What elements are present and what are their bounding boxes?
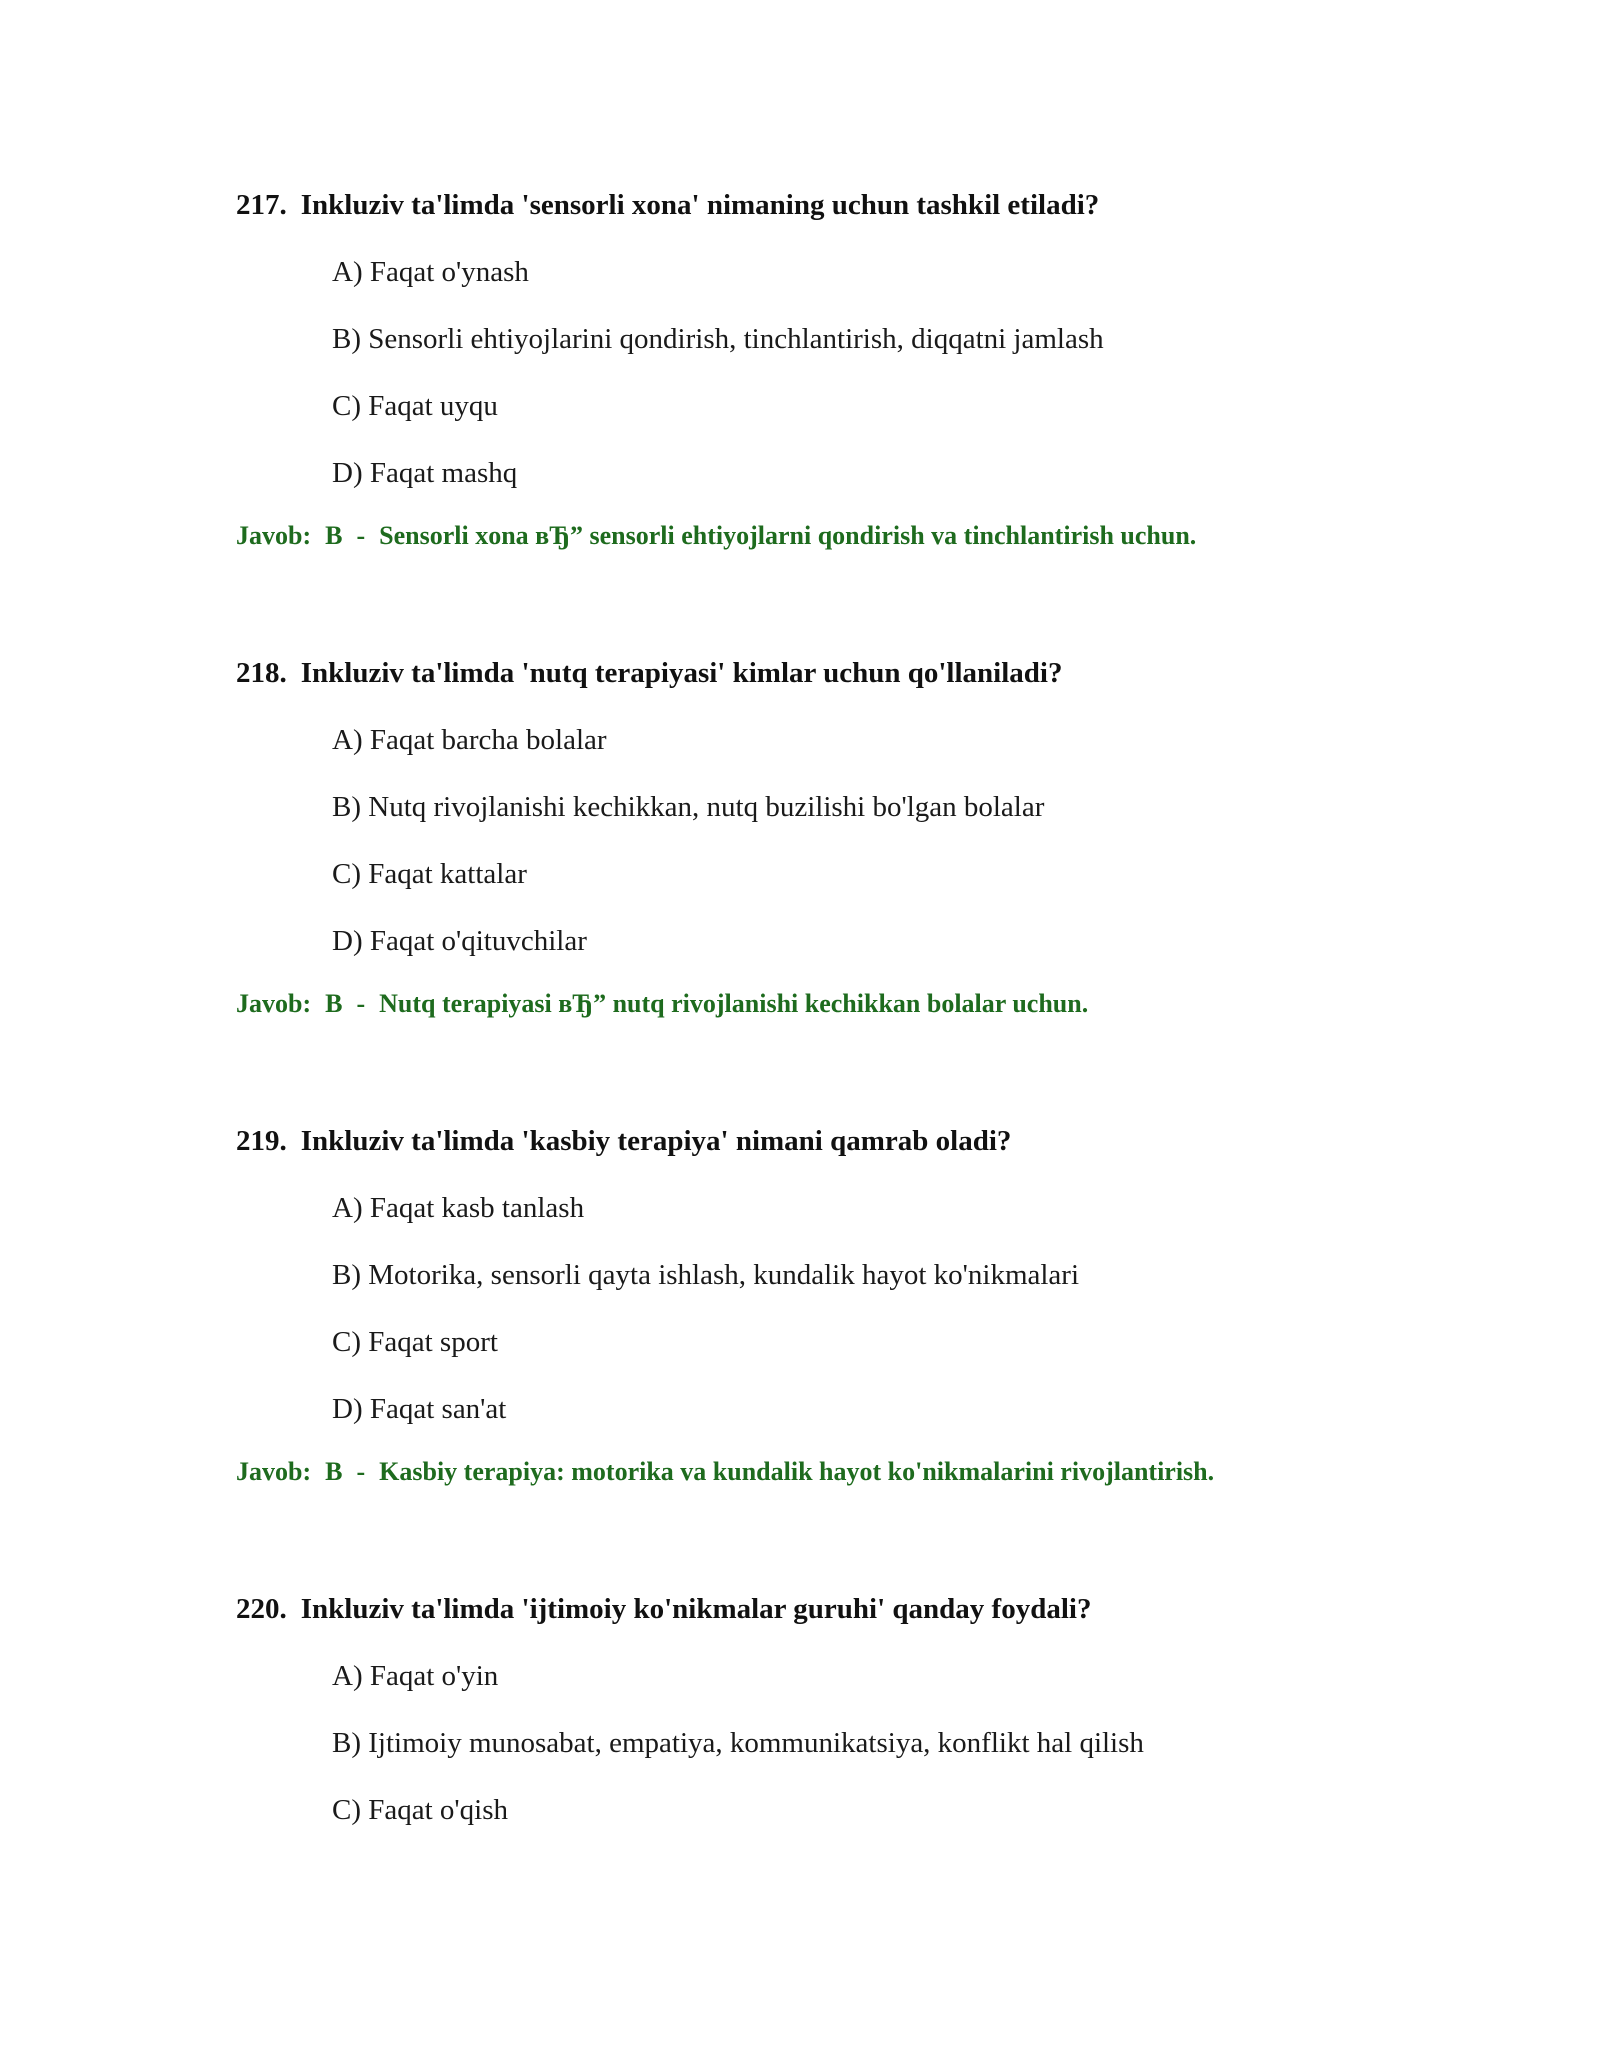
answer-letter: B — [325, 521, 343, 550]
answer-explanation: Sensorli xona вЂ” sensorli ehtiyojlarni qondirish va tinchlantirish uchun. — [379, 521, 1197, 550]
answer-dash: - — [356, 989, 366, 1018]
option-a: A) Faqat barcha bolalar — [332, 724, 607, 756]
answer-label: Javob: — [236, 521, 312, 550]
question-number: 218. — [236, 657, 287, 689]
option-b: B) Nutq rivojlanishi kechikkan, nutq buzilishi bo'lgan bolalar — [332, 791, 1045, 823]
option-a: A) Faqat o'yin — [332, 1660, 499, 1692]
question-block-220 — [236, 1592, 1416, 1827]
option-d: D) Faqat mashq — [332, 457, 518, 489]
answer-label: Javob: — [236, 1457, 312, 1486]
option-b: B) Motorika, sensorli qayta ishlash, kundalik hayot ko'nikmalari — [332, 1259, 1080, 1291]
answer-line — [236, 988, 1416, 1020]
question-text: Inkluziv ta'limda 'sensorli xona' nimaning uchun tashkil etiladi? — [300, 189, 1100, 221]
option-d: D) Faqat o'qituvchilar — [332, 925, 587, 957]
option-b: B) Ijtimoiy munosabat, empatiya, kommunikatsiya, konflikt hal qilish — [332, 1727, 1144, 1759]
option-c: C) Faqat uyqu — [332, 390, 498, 422]
answer-line — [236, 520, 1416, 552]
question-number: 217. — [236, 189, 287, 221]
option-c: C) Faqat kattalar — [332, 858, 527, 890]
answer-dash: - — [356, 1457, 366, 1486]
option-b: B) Sensorli ehtiyojlarini qondirish, tinchlantirish, diqqatni jamlash — [332, 323, 1104, 355]
option-c: C) Faqat o'qish — [332, 1794, 508, 1826]
question-text: Inkluziv ta'limda 'kasbiy terapiya' nimani qamrab oladi? — [300, 1125, 1012, 1157]
question-number: 219. — [236, 1125, 287, 1157]
option-c: C) Faqat sport — [332, 1326, 498, 1358]
question-title — [236, 1592, 1416, 1626]
question-block-217 — [236, 188, 1416, 552]
question-title — [236, 1124, 1416, 1158]
answer-label: Javob: — [236, 989, 312, 1018]
question-title — [236, 656, 1416, 690]
answer-line — [236, 1456, 1416, 1488]
option-a: A) Faqat kasb tanlash — [332, 1192, 585, 1224]
answer-letter: B — [325, 1457, 343, 1486]
question-text: Inkluziv ta'limda 'nutq terapiyasi' kimlar uchun qo'llaniladi? — [300, 657, 1063, 689]
answer-letter: B — [325, 989, 343, 1018]
answer-explanation: Nutq terapiyasi вЂ” nutq rivojlanishi kechikkan bolalar uchun. — [379, 989, 1089, 1018]
question-title — [236, 188, 1416, 222]
question-text: Inkluziv ta'limda 'ijtimoiy ko'nikmalar guruhi' qanday foydali? — [300, 1593, 1092, 1625]
question-block-219 — [236, 1124, 1416, 1488]
answer-explanation: Kasbiy terapiya: motorika va kundalik hayot ko'nikmalarini rivojlantirish. — [379, 1457, 1215, 1486]
option-a: A) Faqat o'ynash — [332, 256, 529, 288]
option-d: D) Faqat san'at — [332, 1393, 507, 1425]
answer-dash: - — [356, 521, 366, 550]
question-block-218 — [236, 656, 1416, 1020]
question-number: 220. — [236, 1593, 287, 1625]
